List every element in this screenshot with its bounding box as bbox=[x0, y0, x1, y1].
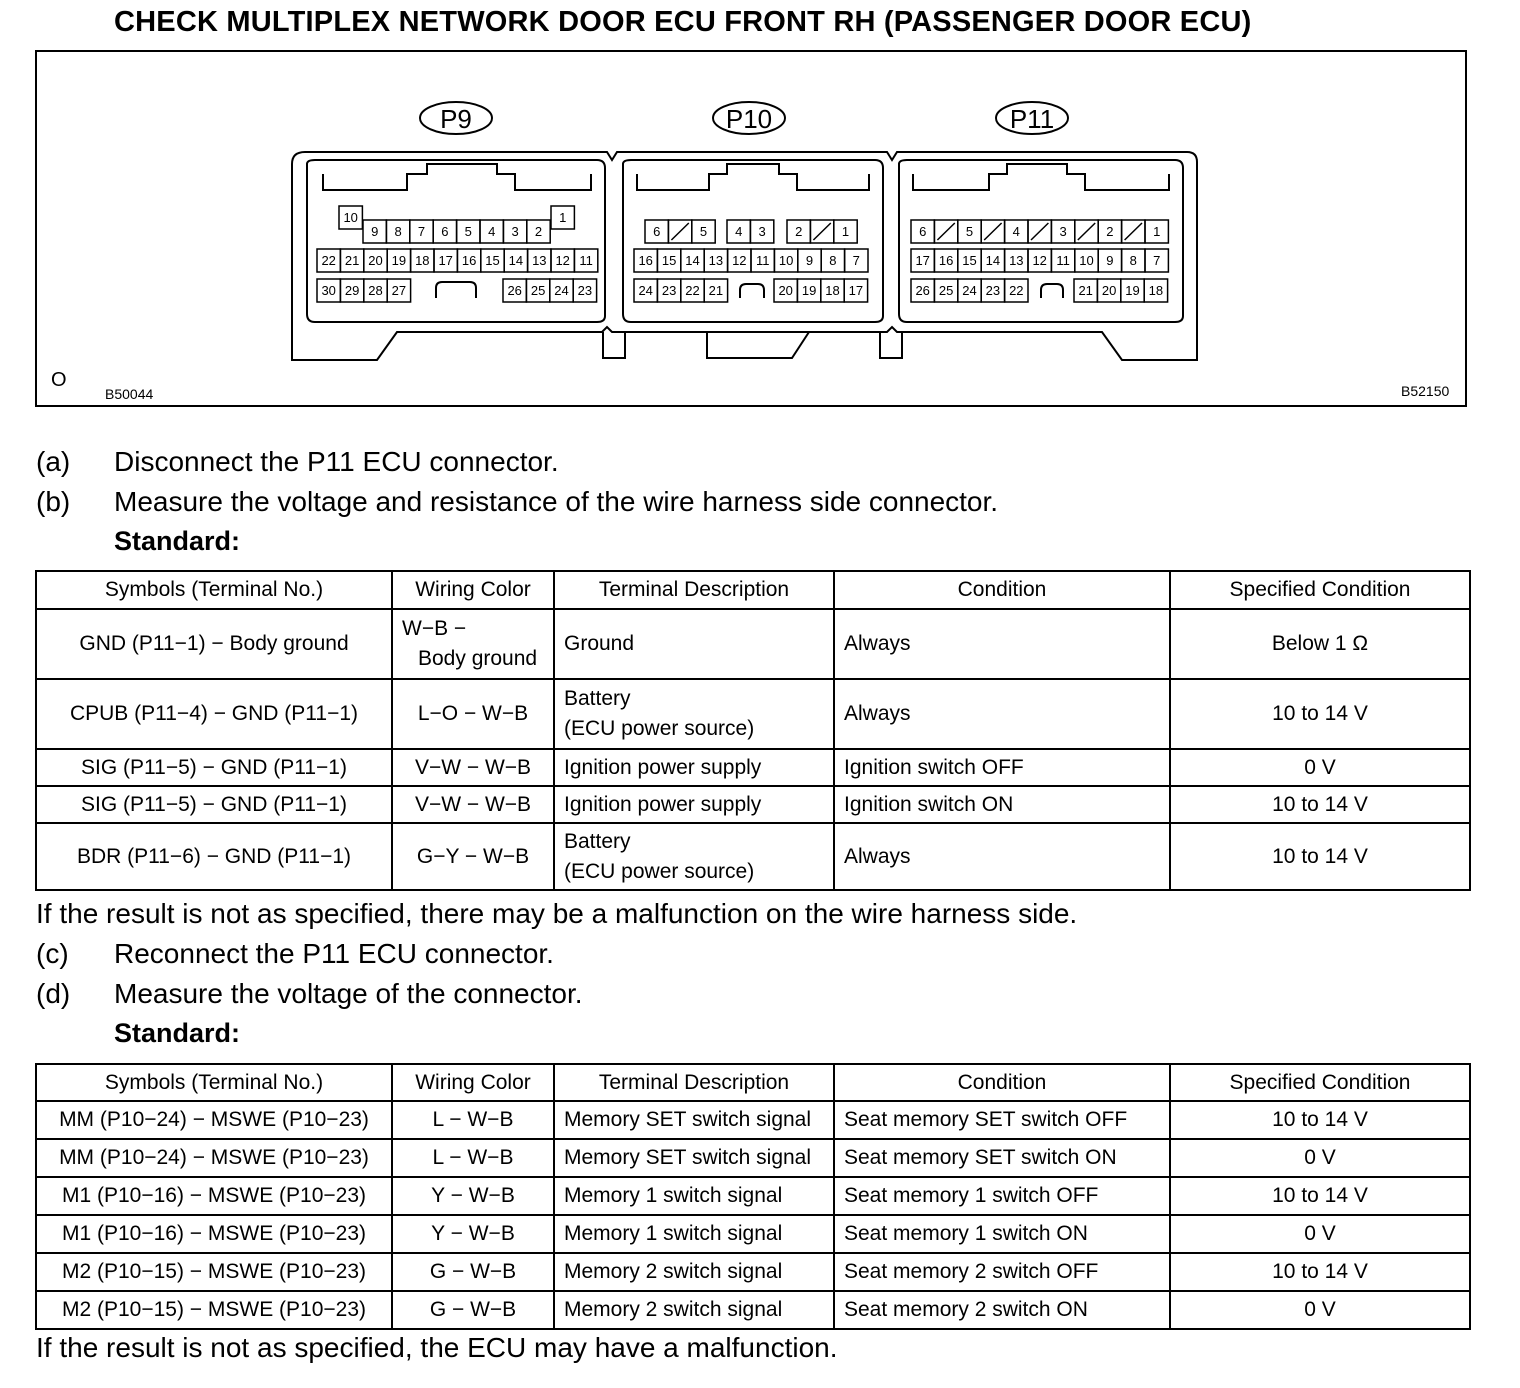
cell-condition: Seat memory 1 switch OFF bbox=[834, 1177, 1170, 1215]
cell-color: V−W − W−B bbox=[392, 786, 554, 823]
p11-pin-label: 22 bbox=[1009, 283, 1024, 298]
p10-pin-label: 3 bbox=[758, 224, 766, 239]
table-row bbox=[36, 1101, 1470, 1139]
cell-spec: 10 to 14 V bbox=[1170, 823, 1470, 890]
p9-pin-label: 30 bbox=[321, 283, 336, 298]
p9-pin-label: 6 bbox=[441, 224, 449, 239]
cell-desc bbox=[554, 823, 834, 890]
step-b-text: Measure the voltage and resistance of the wire harness side connector. bbox=[114, 486, 999, 517]
cell-symbols: GND (P11−1) − Body ground bbox=[36, 609, 392, 679]
p10-label: P10 bbox=[725, 104, 773, 134]
p9-pin-label: 4 bbox=[488, 224, 496, 239]
cell-symbols: M1 (P10−16) − MSWE (P10−23) bbox=[36, 1215, 392, 1253]
p11-pin-label: 12 bbox=[1032, 253, 1047, 268]
col-header-color: Wiring Color bbox=[392, 571, 554, 609]
p10-pin-label: 16 bbox=[638, 253, 653, 268]
p9-pin-label: 7 bbox=[417, 224, 426, 239]
cell-desc-line2: (ECU power source) bbox=[564, 859, 755, 883]
p10-pin-label: 18 bbox=[825, 283, 840, 298]
table-row bbox=[36, 1177, 1470, 1215]
step-c bbox=[36, 938, 554, 970]
p11-pin-label: 14 bbox=[985, 253, 1001, 268]
cell-desc: Ground bbox=[554, 609, 834, 679]
p11-pin-label: 2 bbox=[1106, 224, 1114, 239]
p11-pin-label: 16 bbox=[938, 253, 954, 268]
col-header-condition: Condition bbox=[834, 571, 1170, 609]
table-header-row bbox=[36, 571, 1470, 609]
cell-condition: Ignition switch OFF bbox=[834, 749, 1170, 786]
p9-key bbox=[436, 282, 476, 298]
p10-pin-label: 20 bbox=[778, 283, 793, 298]
p11-pin-label: 21 bbox=[1078, 283, 1093, 298]
cell-symbols: M1 (P10−16) − MSWE (P10−23) bbox=[36, 1177, 392, 1215]
p11-pin-label: 6 bbox=[919, 224, 927, 239]
p10-pin-label: 12 bbox=[732, 253, 747, 268]
p9-pin-label: 3 bbox=[511, 224, 519, 239]
cell-symbols: SIG (P11−5) − GND (P11−1) bbox=[36, 786, 392, 823]
step-d bbox=[36, 978, 583, 1010]
p9-pin-label: 11 bbox=[579, 253, 593, 268]
cell-desc: Memory 2 switch signal bbox=[554, 1291, 834, 1329]
step-c-text: Reconnect the P11 ECU connector. bbox=[114, 938, 554, 969]
note-ecu-malfunction: If the result is not as specified, the ECU may have a malfunction. bbox=[36, 1332, 838, 1363]
p11-pin-label: 25 bbox=[938, 283, 954, 298]
cell-condition: Seat memory 2 switch ON bbox=[834, 1291, 1170, 1329]
p10-pin-label: 10 bbox=[778, 253, 794, 268]
table-row bbox=[36, 679, 1470, 749]
figure-marker: O bbox=[51, 369, 67, 391]
cell-spec: 0 V bbox=[1170, 1215, 1470, 1253]
cell-desc: Ignition power supply bbox=[554, 749, 834, 786]
p10-pin-label: 19 bbox=[801, 283, 817, 298]
p10-pin-label: 1 bbox=[841, 224, 850, 239]
p10-pin-label: 8 bbox=[829, 253, 837, 268]
p10-pin-label: 15 bbox=[661, 253, 677, 268]
p10-pin-label: 5 bbox=[699, 224, 708, 239]
cell-color: V−W − W−B bbox=[392, 749, 554, 786]
cell-symbols: BDR (P11−6) − GND (P11−1) bbox=[36, 823, 392, 890]
table-header-row bbox=[36, 1064, 1470, 1101]
cell-color: L − W−B bbox=[392, 1101, 554, 1139]
housing-tab-2 bbox=[880, 332, 902, 358]
col-header-condition: Condition bbox=[834, 1064, 1170, 1101]
cell-color: G − W−B bbox=[392, 1291, 554, 1329]
cell-symbols: M2 (P10−15) − MSWE (P10−23) bbox=[36, 1291, 392, 1329]
step-d-label: (d) bbox=[36, 978, 71, 1009]
p9-latch bbox=[323, 164, 591, 190]
cell-desc: Memory 1 switch signal bbox=[554, 1215, 834, 1253]
p10-pin-label: 21 bbox=[708, 283, 724, 298]
step-c-label: (c) bbox=[36, 938, 69, 969]
table-row bbox=[36, 1139, 1470, 1177]
p9-pin-label: 21 bbox=[344, 253, 360, 268]
p9-pin-label: 18 bbox=[415, 253, 430, 268]
table-row bbox=[36, 1215, 1470, 1253]
cell-condition: Always bbox=[834, 609, 1170, 679]
cell-condition: Seat memory 1 switch ON bbox=[834, 1215, 1170, 1253]
p11-pin-label: 26 bbox=[915, 283, 930, 298]
p9-pin-label: 14 bbox=[508, 253, 524, 268]
p9-pin-label: 1 bbox=[559, 210, 567, 225]
cell-color-line2: Body ground bbox=[418, 647, 538, 670]
cell-symbols: MM (P10−24) − MSWE (P10−23) bbox=[36, 1139, 392, 1177]
p9-pin-label: 28 bbox=[368, 283, 383, 298]
connector-drawing bbox=[37, 52, 1465, 405]
p10-latch bbox=[637, 164, 869, 190]
p9-pin-label: 19 bbox=[391, 253, 407, 268]
p11-pin-label: 1 bbox=[1153, 224, 1161, 239]
table-row bbox=[36, 609, 1470, 679]
p10-pin-label: 6 bbox=[653, 224, 661, 239]
col-header-desc: Terminal Description bbox=[554, 571, 834, 609]
p11-pin-label: 3 bbox=[1059, 224, 1067, 239]
p9-pin-label: 2 bbox=[534, 224, 543, 239]
p11-pin-label: 19 bbox=[1125, 283, 1140, 298]
cell-desc-line1: Battery bbox=[564, 687, 631, 710]
cell-color: G−Y − W−B bbox=[392, 823, 554, 890]
p10-pin-label: 2 bbox=[795, 224, 803, 239]
p11-pin-label: 20 bbox=[1101, 283, 1117, 298]
cell-color bbox=[392, 609, 554, 679]
cell-condition: Seat memory SET switch OFF bbox=[834, 1101, 1170, 1139]
table-row bbox=[36, 1291, 1470, 1329]
col-header-color: Wiring Color bbox=[392, 1064, 554, 1101]
cell-condition: Always bbox=[834, 823, 1170, 890]
p9-pin-label: 9 bbox=[371, 224, 379, 239]
cell-desc: Memory 2 switch signal bbox=[554, 1253, 834, 1291]
cell-spec: Below 1 Ω bbox=[1170, 609, 1470, 679]
cell-spec: 0 V bbox=[1170, 1139, 1470, 1177]
connector-diagram bbox=[35, 50, 1467, 407]
cell-spec: 10 to 14 V bbox=[1170, 1177, 1470, 1215]
p10-pin-label: 7 bbox=[852, 253, 860, 268]
p11-pin-label: 24 bbox=[962, 283, 977, 298]
p9-label: P9 bbox=[440, 104, 472, 134]
cell-symbols: SIG (P11−5) − GND (P11−1) bbox=[36, 749, 392, 786]
housing-foot bbox=[707, 332, 809, 358]
p9-pin-label: 15 bbox=[485, 253, 500, 268]
step-b-label: (b) bbox=[36, 486, 71, 517]
cell-color-line1: W−B − bbox=[402, 617, 467, 640]
table-row bbox=[36, 1253, 1470, 1291]
cell-condition: Seat memory 2 switch OFF bbox=[834, 1253, 1170, 1291]
cell-spec: 10 to 14 V bbox=[1170, 1101, 1470, 1139]
cell-color: G − W−B bbox=[392, 1253, 554, 1291]
p11-label: P11 bbox=[1009, 104, 1055, 134]
p10-pin-label: 13 bbox=[708, 253, 724, 268]
standard-label-2: Standard: bbox=[114, 1018, 241, 1048]
p10-pin-label: 14 bbox=[685, 253, 700, 268]
cell-spec: 0 V bbox=[1170, 749, 1470, 786]
p9-pin-label: 25 bbox=[530, 283, 546, 298]
col-header-symbols: Symbols (Terminal No.) bbox=[36, 571, 392, 609]
table-row bbox=[36, 749, 1470, 786]
p10-key bbox=[740, 284, 764, 298]
figure-code-left: B50044 bbox=[105, 386, 154, 402]
table-row bbox=[36, 823, 1470, 890]
step-a-text: Disconnect the P11 ECU connector. bbox=[114, 446, 559, 477]
figure-code-right: B52150 bbox=[1401, 383, 1450, 399]
step-a bbox=[36, 446, 559, 478]
cell-spec: 10 to 14 V bbox=[1170, 679, 1470, 749]
spec-table-1 bbox=[35, 570, 1471, 891]
p11-pin-label: 11 bbox=[1056, 253, 1070, 268]
p9-pin-label: 20 bbox=[368, 253, 383, 268]
note-wire-harness: If the result is not as specified, there may be a malfunction on the wire harness side. bbox=[36, 898, 1078, 929]
col-header-spec: Specified Condition bbox=[1170, 1064, 1470, 1101]
p11-pin-label: 9 bbox=[1106, 253, 1114, 268]
p11-key bbox=[1041, 284, 1063, 298]
cell-spec: 10 to 14 V bbox=[1170, 1253, 1470, 1291]
p9-pin-label: 16 bbox=[461, 253, 477, 268]
p11-pin-label: 18 bbox=[1148, 283, 1164, 298]
p9-pin-label: 10 bbox=[343, 210, 358, 225]
p11-pin-label: 4 bbox=[1012, 224, 1020, 239]
cell-desc: Memory SET switch signal bbox=[554, 1139, 834, 1177]
cell-desc: Ignition power supply bbox=[554, 786, 834, 823]
col-header-spec: Specified Condition bbox=[1170, 571, 1470, 609]
step-b bbox=[36, 486, 998, 518]
p11-pin-label: 15 bbox=[962, 253, 977, 268]
cell-symbols: CPUB (P11−4) − GND (P11−1) bbox=[36, 679, 392, 749]
p9-pin-label: 8 bbox=[394, 224, 402, 239]
p9-pin-label: 13 bbox=[532, 253, 547, 268]
cell-condition: Seat memory SET switch ON bbox=[834, 1139, 1170, 1177]
p11-pin-label: 10 bbox=[1079, 253, 1094, 268]
p10-pin-label: 11 bbox=[755, 253, 770, 268]
housing-tab-1 bbox=[603, 332, 625, 358]
p9-pin-label: 12 bbox=[555, 253, 570, 268]
cell-symbols: MM (P10−24) − MSWE (P10−23) bbox=[36, 1101, 392, 1139]
p11-pin-label: 5 bbox=[965, 224, 974, 239]
cell-desc bbox=[554, 679, 834, 749]
spec-table-2 bbox=[35, 1063, 1471, 1330]
cell-color: Y − W−B bbox=[392, 1177, 554, 1215]
cell-symbols: M2 (P10−15) − MSWE (P10−23) bbox=[36, 1253, 392, 1291]
cell-desc-line1: Battery bbox=[564, 829, 631, 853]
cell-desc-line2: (ECU power source) bbox=[564, 717, 755, 740]
cell-desc: Memory 1 switch signal bbox=[554, 1177, 834, 1215]
step-a-label: (a) bbox=[36, 446, 71, 477]
table-row bbox=[36, 786, 1470, 823]
p9-pin-label: 22 bbox=[321, 253, 336, 268]
cell-condition: Always bbox=[834, 679, 1170, 749]
p10-pin-label: 22 bbox=[685, 283, 700, 298]
p11-pin-label: 7 bbox=[1153, 253, 1161, 268]
cell-desc: Memory SET switch signal bbox=[554, 1101, 834, 1139]
p9-pin-label: 17 bbox=[438, 253, 453, 268]
p9-pin-label: 24 bbox=[554, 283, 569, 298]
p11-latch bbox=[913, 164, 1169, 190]
p9-pin-label: 29 bbox=[344, 283, 360, 298]
cell-spec: 10 to 14 V bbox=[1170, 786, 1470, 823]
p9-pin-label: 5 bbox=[464, 224, 472, 239]
p10-pin-label: 23 bbox=[661, 283, 677, 298]
p10-pin-label: 24 bbox=[638, 283, 653, 298]
cell-condition: Ignition switch ON bbox=[834, 786, 1170, 823]
p9-pin-label: 27 bbox=[391, 283, 407, 298]
step-d-text: Measure the voltage of the connector. bbox=[114, 978, 583, 1009]
p11-pin-label: 23 bbox=[985, 283, 1001, 298]
col-header-symbols: Symbols (Terminal No.) bbox=[36, 1064, 392, 1101]
p11-pin-label: 13 bbox=[1009, 253, 1024, 268]
standard-label-1: Standard: bbox=[114, 526, 241, 556]
p11-pin-label: 17 bbox=[915, 253, 930, 268]
cell-color: L−O − W−B bbox=[392, 679, 554, 749]
cell-spec: 0 V bbox=[1170, 1291, 1470, 1329]
p10-pin-label: 9 bbox=[805, 253, 814, 268]
col-header-desc: Terminal Description bbox=[554, 1064, 834, 1101]
p9-pin-label: 26 bbox=[507, 283, 522, 298]
cell-color: Y − W−B bbox=[392, 1215, 554, 1253]
p10-pin-label: 4 bbox=[735, 224, 743, 239]
p9-pin-label: 23 bbox=[577, 283, 593, 298]
page-title: CHECK MULTIPLEX NETWORK DOOR ECU FRONT RH (PASSENGER DOOR ECU) bbox=[114, 6, 1252, 38]
p10-pin-label: 17 bbox=[848, 283, 864, 298]
cell-color: L − W−B bbox=[392, 1139, 554, 1177]
p11-pin-label: 8 bbox=[1129, 253, 1137, 268]
